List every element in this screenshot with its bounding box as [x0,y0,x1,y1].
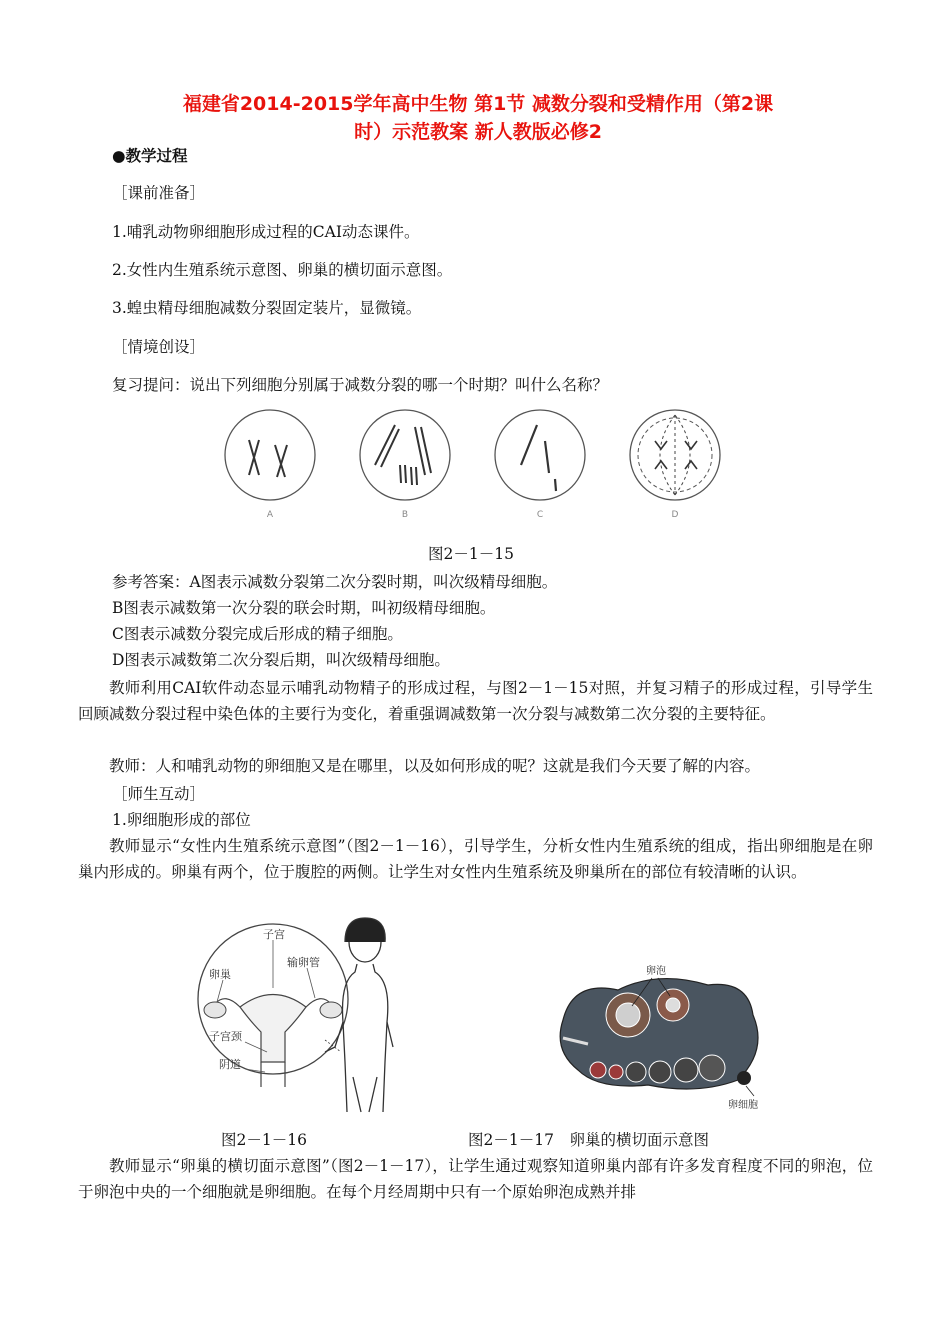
label-b: B [401,510,409,520]
label-c: C [536,510,544,520]
cell-division-figure [215,405,735,525]
answer-2: B图表示减数第一次分裂的联会时期，叫初级精母细胞。 [112,599,496,617]
teacher-paragraph-2: 教师：人和哺乳动物的卵细胞又是在哪里，以及如何形成的呢？这就是我们今天要了解的内容。 [109,757,761,775]
interaction-paragraph-2: 教师显示“卵巢的横切面示意图”（图2－1－17），让学生通过观察知道卵巢内部有许多发育程度不同的卵泡，位于卵泡中央的一个细胞就是卵细胞。在每个月经周期中只有一个原始卵泡成熟并排 [78,1157,873,1201]
figure-15-caption: 图2－1－15 [428,545,514,563]
prep-item-1: 1.哺乳动物卵细胞形成过程的CAI动态课件。 [112,223,420,241]
ovary-section-figure [548,960,788,1110]
prep-heading: ［课前准备］ [112,184,206,202]
prep-item-2: 2.女性内生殖系统示意图、卵巢的横切面示意图。 [112,261,453,279]
label-a: A [266,510,274,520]
label-cervix: 子宫颈 [209,1030,242,1043]
answer-3: C图表示减数分裂完成后形成的精子细胞。 [112,625,403,643]
label-vagina: 阴道 [219,1058,241,1071]
figure-17-caption: 图2－1－17 卵巢的横切面示意图 [468,1131,709,1149]
label-uterus: 子宫 [263,928,285,941]
review-question: 复习提问：说出下列细胞分别属于减数分裂的哪一个时期？叫什么名称？ [112,376,609,394]
reproductive-system-figure [195,912,410,1122]
interaction-heading: ［师生互动］ [112,785,206,803]
teacher-paragraph-1: 教师利用CAI软件动态显示哺乳动物精子的形成过程，与图2－1－15对照，并复习精子的形成过程，引导学生回顾减数分裂过程中染色体的主要行为变化，着重强调减数第一次分裂与减数第二次分裂的主要特征。 [78,679,873,723]
interaction-paragraph-1: 教师显示“女性内生殖系统示意图”（图2－1－16），引导学生，分析女性内生殖系统的组成，指出卵细胞是在卵巢内形成的。卵巢有两个，位于腹腔的两侧。让学生对女性内生殖系统及卵巢所在的部位有较清晰的认识。 [78,837,873,881]
label-egg: 卵细胞 [728,1100,758,1110]
cell-a [225,410,315,500]
section-heading: ●教学过程 [112,147,188,165]
doc-title-line1: 福建省2014-2015学年高中生物 第1节 减数分裂和受精作用（第2课 [182,93,774,115]
label-follicle: 卵泡 [646,966,666,977]
label-d: D [671,510,679,520]
prep-item-3: 3.蝗虫精母细胞减数分裂固定装片，显微镜。 [112,299,422,317]
answer-4: D图表示减数第二次分裂后期，叫次级精母细胞。 [112,651,450,669]
answer-1: 参考答案：A图表示减数分裂第二次分裂时期，叫次级精母细胞。 [112,573,558,591]
cell-b [360,410,450,500]
cell-c [495,410,585,500]
figure-16-caption: 图2－1－16 [221,1131,307,1149]
doc-title-line2: 时）示范教案 新人教版必修2 [354,121,602,143]
scenario-heading: ［情境创设］ [112,338,206,356]
interaction-subheading: 1.卵细胞形成的部位 [112,811,251,829]
label-oviduct: 输卵管 [287,956,320,969]
label-ovary: 卵巢 [209,968,231,981]
